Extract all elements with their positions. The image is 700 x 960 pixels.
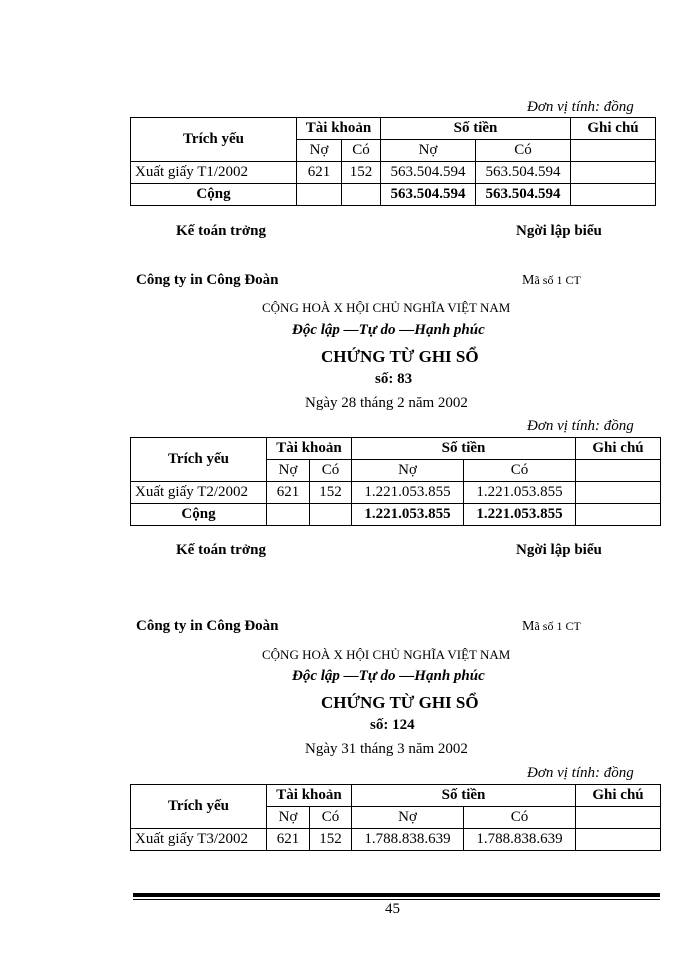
motto-line2: Độc lập —Tự do —Hạnh phúc [292,668,485,684]
col-note [571,140,656,162]
col-acc-co: Có [310,807,352,829]
col-acc-co: Có [342,140,381,162]
doc-date: Ngày 28 tháng 2 năm 2002 [305,395,468,411]
doc-date: Ngày 31 tháng 3 năm 2002 [305,741,468,757]
unit-label: Đơn vị tính: đồng [527,765,634,781]
col-acc-no: Nợ [267,807,310,829]
row-note [576,482,661,504]
row-acc-no: 621 [297,162,342,184]
row-amt-no: 563.504.594 [381,162,476,184]
form-code: Mã số 1 CT [522,619,581,634]
row-desc: Xuất giấy T1/2002 [131,162,297,184]
col-acc-no: Nợ [267,460,310,482]
total-amt-co: 563.504.594 [476,184,571,206]
col-acc-no: Nợ [297,140,342,162]
total-label: Cộng [131,504,267,526]
col-trich-yeu: Trích yếu [131,785,267,829]
doc-number: số: 83 [375,371,413,387]
col-amt-co: Có [464,807,576,829]
company-name: Công ty in Công Đoàn [136,272,279,288]
voucher-table-2 [130,437,661,526]
motto-line1: CỘNG HOÀ X HỘI CHỦ NGHĨA VIỆT NAM [262,300,511,315]
row-amt-no: 1.788.838.639 [352,829,464,851]
unit-label: Đơn vị tính: đồng [527,99,634,115]
col-amt-co: Có [464,460,576,482]
col-amt-no: Nợ [381,140,476,162]
col-tai-khoan: Tài khoản [267,438,352,460]
col-note [576,460,661,482]
col-amt-no: Nợ [352,807,464,829]
row-amt-co: 1.221.053.855 [464,482,576,504]
col-tai-khoan: Tài khoản [297,118,381,140]
signature-accountant: Kế toán trởng [176,542,266,558]
unit-label: Đơn vị tính: đồng [527,418,634,434]
motto-line2: Độc lập —Tự do —Hạnh phúc [292,322,485,338]
row-acc-no: 621 [267,829,310,851]
table-row [131,829,661,851]
col-tai-khoan: Tài khoản [267,785,352,807]
company-name: Công ty in Công Đoàn [136,618,279,634]
signature-preparer: Ngời lập biểu [516,223,602,239]
signature-preparer: Ngời lập biểu [516,542,602,558]
col-acc-co: Có [310,460,352,482]
col-so-tien: Số tiền [352,438,576,460]
col-trich-yeu: Trích yếu [131,118,297,162]
table-row [131,162,656,184]
signature-accountant: Kế toán trởng [176,223,266,239]
doc-number: số: 124 [370,717,415,733]
form-code: Mã số 1 CT [522,273,581,288]
voucher-table-1 [130,117,656,206]
row-acc-no: 621 [267,482,310,504]
footer-rule-thin [133,899,660,900]
row-note [571,162,656,184]
total-label: Cộng [131,184,297,206]
total-row [131,184,656,206]
row-desc: Xuất giấy T2/2002 [131,482,267,504]
voucher-table-3 [130,784,661,851]
page-number: 45 [385,901,400,917]
col-ghi-chu: Ghi chú [571,118,656,140]
row-acc-co: 152 [342,162,381,184]
doc-title: CHỨNG TỪ GHI SỔ [321,693,479,712]
col-ghi-chu: Ghi chú [576,438,661,460]
row-acc-co: 152 [310,482,352,504]
col-amt-no: Nợ [352,460,464,482]
col-trich-yeu: Trích yếu [131,438,267,482]
doc-title: CHỨNG TỪ GHI SỔ [321,347,479,366]
col-so-tien: Số tiền [381,118,571,140]
col-amt-co: Có [476,140,571,162]
total-amt-no: 1.221.053.855 [352,504,464,526]
col-note [576,807,661,829]
row-acc-co: 152 [310,829,352,851]
row-amt-co: 563.504.594 [476,162,571,184]
footer-rule [133,893,660,897]
row-desc: Xuất giấy T3/2002 [131,829,267,851]
row-note [576,829,661,851]
total-amt-co: 1.221.053.855 [464,504,576,526]
table-row [131,482,661,504]
row-amt-co: 1.788.838.639 [464,829,576,851]
total-amt-no: 563.504.594 [381,184,476,206]
motto-line1: CỘNG HOÀ X HỘI CHỦ NGHĨA VIỆT NAM [262,647,511,662]
total-row [131,504,661,526]
row-amt-no: 1.221.053.855 [352,482,464,504]
col-so-tien: Số tiền [352,785,576,807]
col-ghi-chu: Ghi chú [576,785,661,807]
